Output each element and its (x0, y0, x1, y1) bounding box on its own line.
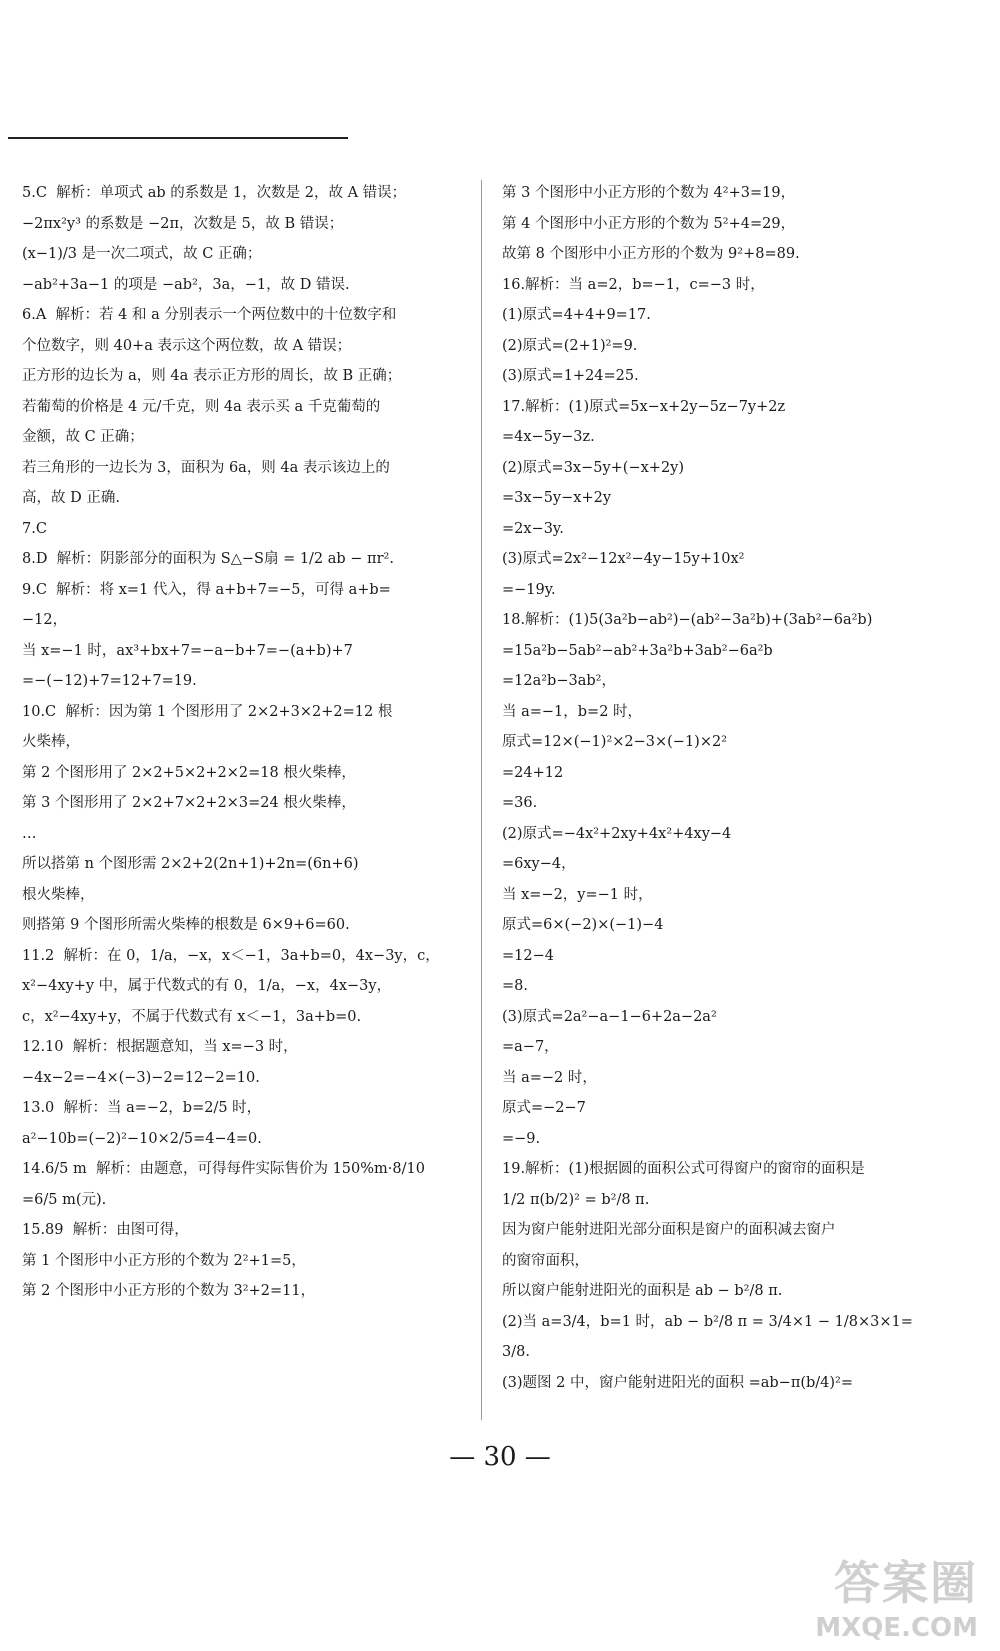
text-line: 第 3 个图形中小正方形的个数为 4²+3=19， (502, 185, 796, 201)
text-line: 1/2 π(b/2)² = b²/8 π. (502, 1191, 650, 1208)
watermark-cn: 答案圈 (834, 1556, 978, 1610)
text-line: 个位数字，则 40+a 表示这个两位数，故 A 错误； (22, 337, 352, 354)
text-line: =6xy−4， (502, 856, 576, 872)
text-line: (3)题图 2 中，窗户能射进阳光的面积 =ab−π(b/4)²= (502, 1374, 854, 1391)
text-line: (2)原式=3x−5y+(−x+2y) (502, 459, 685, 476)
text-line: (3)原式=1+24=25. (502, 368, 639, 384)
text-line: 12.10 解析：根据题意知，当 x=−3 时， (22, 1039, 298, 1055)
text-line: 原式=−2−7 (502, 1100, 586, 1116)
text-line: =3x−5y−x+2y (502, 490, 612, 506)
text-line: (x−1)/3 是一次二项式，故 C 正确； (22, 246, 262, 262)
column-divider (481, 180, 482, 1420)
text-line: (1)原式=4+4+9=17. (502, 307, 651, 323)
watermark-logo (778, 1547, 978, 1643)
text-line: 则搭第 9 个图形所需火柴棒的根数是 6×9+6=60. (22, 917, 350, 933)
text-line: 11.2 解析：在 0，1/a，−x，x＜−1，3a+b=0，4x−3y，c， (22, 947, 440, 964)
text-line: a²−10b=(−2)²−10×2/5=4−4=0. (22, 1130, 262, 1147)
text-line: −ab²+3a−1 的项是 −ab²，3a，−1，故 D 错误. (22, 276, 350, 293)
text-line: 9.C 解析：将 x=1 代入，得 a+b+7=−5，可得 a+b= (22, 581, 391, 598)
text-line: =15a²b−5ab²−ab²+3a²b+3ab²−6a²b (502, 642, 773, 659)
right-column (502, 178, 972, 1398)
text-line: 8.D 解析：阴影部分的面积为 S△−S扇 = 1/2 ab − πr². (22, 551, 394, 567)
text-line: 18.解析：(1)5(3a²b−ab²)−(ab²−3a²b)+(3ab²−6a²b) (502, 612, 873, 628)
text-line: … (22, 825, 37, 842)
text-line: 原式=12×(−1)²×2−3×(−1)×2² (502, 734, 728, 750)
text-line: 正方形的边长为 a，则 4a 表示正方形的周长，故 B 正确； (22, 368, 402, 384)
text-line: 第 4 个图形中小正方形的个数为 5²+4=29， (502, 215, 796, 232)
text-line: =12−4 (502, 947, 554, 964)
text-line: 第 2 个图形用了 2×2+5×2+2×2=18 根火柴棒， (22, 764, 356, 781)
text-line: (2)原式=(2+1)²=9. (502, 337, 638, 354)
text-line: 15.89 解析：由图可得， (22, 1222, 189, 1238)
text-line: 所以搭第 n 个图形需 2×2+2(2n+1)+2n=(6n+6) (22, 856, 359, 872)
text-line: 故第 8 个图形中小正方形的个数为 9²+8=89. (502, 246, 800, 262)
text-line: 根火柴棒， (22, 886, 95, 903)
text-line: =8. (502, 978, 528, 994)
text-line: =−19y. (502, 581, 556, 598)
text-line: 所以窗户能射进阳光的面积是 ab − b²/8 π. (502, 1283, 783, 1299)
header-rule (8, 137, 348, 139)
text-line: 的窗帘面积， (502, 1252, 589, 1269)
text-line: 若三角形的一边长为 3，面积为 6a，则 4a 表示该边上的 (22, 459, 390, 476)
text-line: 第 1 个图形中小正方形的个数为 2²+1=5， (22, 1252, 306, 1269)
text-line: 16.解析：当 a=2，b=−1，c=−3 时， (502, 276, 765, 293)
text-line: =6/5 m(元). (22, 1191, 107, 1208)
text-line: x²−4xy+y 中，属于代数式的有 0，1/a，−x，4x−3y， (22, 978, 392, 994)
text-line: 高，故 D 正确. (22, 490, 120, 506)
text-line: 当 a=−2 时， (502, 1069, 597, 1086)
text-line: =2x−3y. (502, 520, 564, 537)
text-line: 金额，故 C 正确； (22, 429, 144, 445)
text-line: 7.C (22, 520, 47, 537)
watermark-en: MXQE.COM (815, 1613, 978, 1643)
text-line: 原式=6×(−2)×(−1)−4 (502, 917, 664, 933)
text-line: (3)原式=2a²−a−1−6+2a−2a² (502, 1008, 717, 1025)
text-line: 10.C 解析：因为第 1 个图形用了 2×2+3×2+2=12 根 (22, 703, 393, 720)
text-line: =4x−5y−3z. (502, 429, 595, 445)
text-line: =−(−12)+7=12+7=19. (22, 673, 197, 689)
text-line: 因为窗户能射进阳光部分面积是窗户的面积减去窗户 (502, 1222, 836, 1238)
left-column (22, 178, 477, 1307)
text-line: 3/8. (502, 1344, 530, 1360)
text-line: 当 a=−1，b=2 时， (502, 703, 643, 720)
text-line: 火柴棒， (22, 734, 80, 750)
text-line: −2πx²y³ 的系数是 −2π，次数是 5，故 B 错误； (22, 215, 344, 232)
text-line: −4x−2=−4×(−3)−2=12−2=10. (22, 1069, 260, 1086)
text-line: 当 x=−1 时，ax³+bx+7=−a−b+7=−(a+b)+7 (22, 642, 353, 659)
text-line: (3)原式=2x²−12x²−4y−15y+10x² (502, 551, 745, 567)
text-line: 14.6/5 m 解析：由题意，可得每件实际售价为 150%m·8/10 (22, 1161, 425, 1177)
text-line: =a−7， (502, 1039, 559, 1055)
text-line: =24+12 (502, 764, 564, 781)
text-line: 13.0 解析：当 a=−2，b=2/5 时， (22, 1100, 262, 1116)
text-line: −12， (22, 612, 68, 628)
text-line: 19.解析：(1)根据圆的面积公式可得窗户的窗帘的面积是 (502, 1161, 865, 1177)
text-line: 若葡萄的价格是 4 元/千克，则 4a 表示买 a 千克葡萄的 (22, 398, 381, 415)
text-line: (2)当 a=3/4，b=1 时，ab − b²/8 π = 3/4×1 − 1/8×3×1= (502, 1313, 913, 1330)
text-line: 6.A 解析：若 4 和 a 分别表示一个两位数中的十位数字和 (22, 307, 397, 323)
text-line: =12a²b−3ab²， (502, 673, 616, 689)
text-line: =−9. (502, 1130, 541, 1147)
page-number: — 30 — (449, 1442, 551, 1472)
text-line: 17.解析：(1)原式=5x−x+2y−5z−7y+2z (502, 398, 786, 415)
text-line: 当 x=−2，y=−1 时， (502, 886, 653, 903)
text-line: 第 2 个图形中小正方形的个数为 3²+2=11， (22, 1283, 316, 1299)
text-line: =36. (502, 795, 538, 811)
text-line: 5.C 解析：单项式 ab 的系数是 1，次数是 2，故 A 错误； (22, 185, 407, 201)
text-line: (2)原式=−4x²+2xy+4x²+4xy−4 (502, 825, 732, 842)
text-line: 第 3 个图形用了 2×2+7×2+2×3=24 根火柴棒， (22, 795, 356, 811)
text-line: c，x²−4xy+y，不属于代数式有 x＜−1，3a+b=0. (22, 1008, 362, 1025)
